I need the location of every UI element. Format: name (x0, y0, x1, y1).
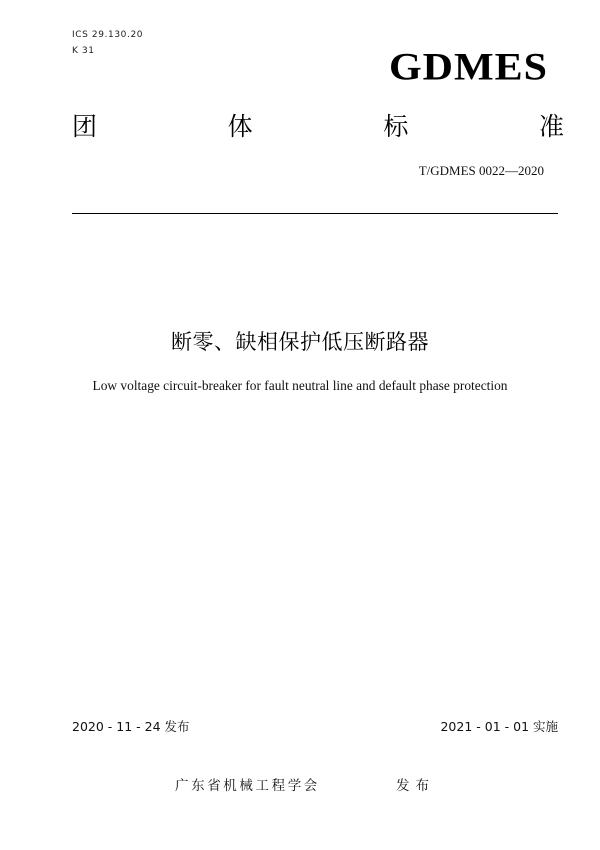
issue-date: 2020 - 11 - 24 发布 (72, 719, 190, 734)
document-title-english: Low voltage circuit-breaker for fault neutral line and default phase protection (92, 378, 508, 393)
brand-logo-text: GDMES (388, 46, 548, 89)
ics-code: ICS 29.130.20 (72, 30, 144, 40)
implementation-date: 2021 - 01 - 01 实施 (440, 719, 558, 734)
document-title-chinese: 断零、缺相保护低压断路器 (171, 330, 429, 354)
publisher-name: 广东省机械工程学会 (175, 778, 320, 794)
standard-code: T/GDMES 0022—2020 (418, 163, 544, 178)
standard-type-char-2: 体 (227, 112, 253, 141)
standard-type-char-3: 标 (383, 112, 409, 141)
header-divider (72, 213, 558, 214)
standard-type-char-1: 团 (72, 112, 98, 141)
ccs-code: K 31 (72, 46, 95, 56)
standard-type-heading (72, 114, 564, 139)
standard-type-char-4: 准 (538, 112, 564, 141)
publish-label: 发布 (396, 778, 435, 794)
